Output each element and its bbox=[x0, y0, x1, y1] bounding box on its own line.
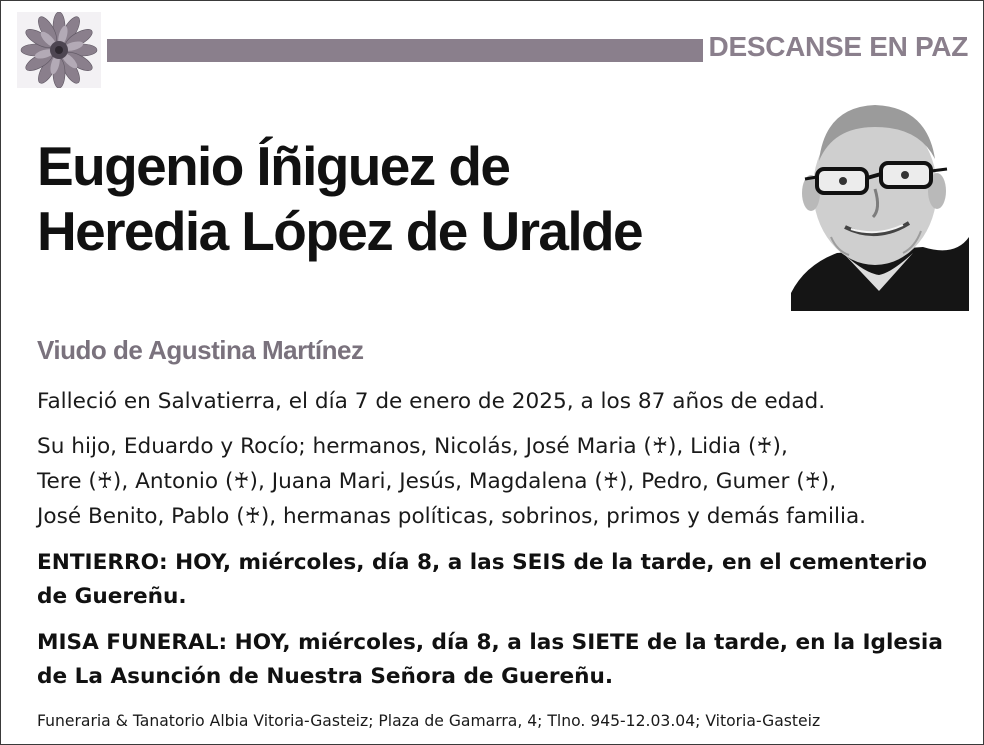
name-line-1: Eugenio Íñiguez de bbox=[37, 135, 510, 197]
deceased-name bbox=[37, 137, 642, 260]
widowed-of: Viudo de Agustina Martínez bbox=[37, 335, 364, 365]
family-line-1: Su hijo, Eduardo y Rocío; hermanos, Nicolás, José Maria (♰), Lidia (♰), bbox=[37, 434, 788, 459]
family-list bbox=[37, 429, 866, 534]
death-notice: Falleció en Salvatierra, el día 7 de enero de 2025, a los 87 años de edad. bbox=[37, 389, 826, 414]
header-label: DESCANSE EN PAZ bbox=[708, 31, 968, 62]
family-line-2: Tere (♰), Antonio (♰), Juana Mari, Jesús, Magdalena (♰), Pedro, Gumer (♰), bbox=[37, 469, 837, 494]
flower-icon bbox=[17, 12, 101, 88]
burial-info: ENTIERRO: HOY, miércoles, día 8, a las SEIS de la tarde, en el cementerio de Guereñu. bbox=[37, 550, 927, 609]
funeral-home-footer: Funeraria & Tanatorio Albia Vitoria-Gasteiz; Plaza de Gamarra, 4; Tlno. 945-12.03.04; Vitoria-Gasteiz bbox=[37, 712, 821, 730]
name-line-2: Heredia López de Uralde bbox=[37, 200, 643, 262]
family-line-3: José Benito, Pablo (♰), hermanas políticas, sobrinos, primos y demás familia. bbox=[37, 504, 867, 529]
portrait-photo bbox=[791, 97, 969, 311]
header-bar bbox=[107, 39, 703, 62]
funeral-mass-info: MISA FUNERAL: HOY, miércoles, día 8, a las SIETE de la tarde, en la Iglesia de La Asunción de Nuestra Señora de Guereñu. bbox=[37, 630, 943, 689]
